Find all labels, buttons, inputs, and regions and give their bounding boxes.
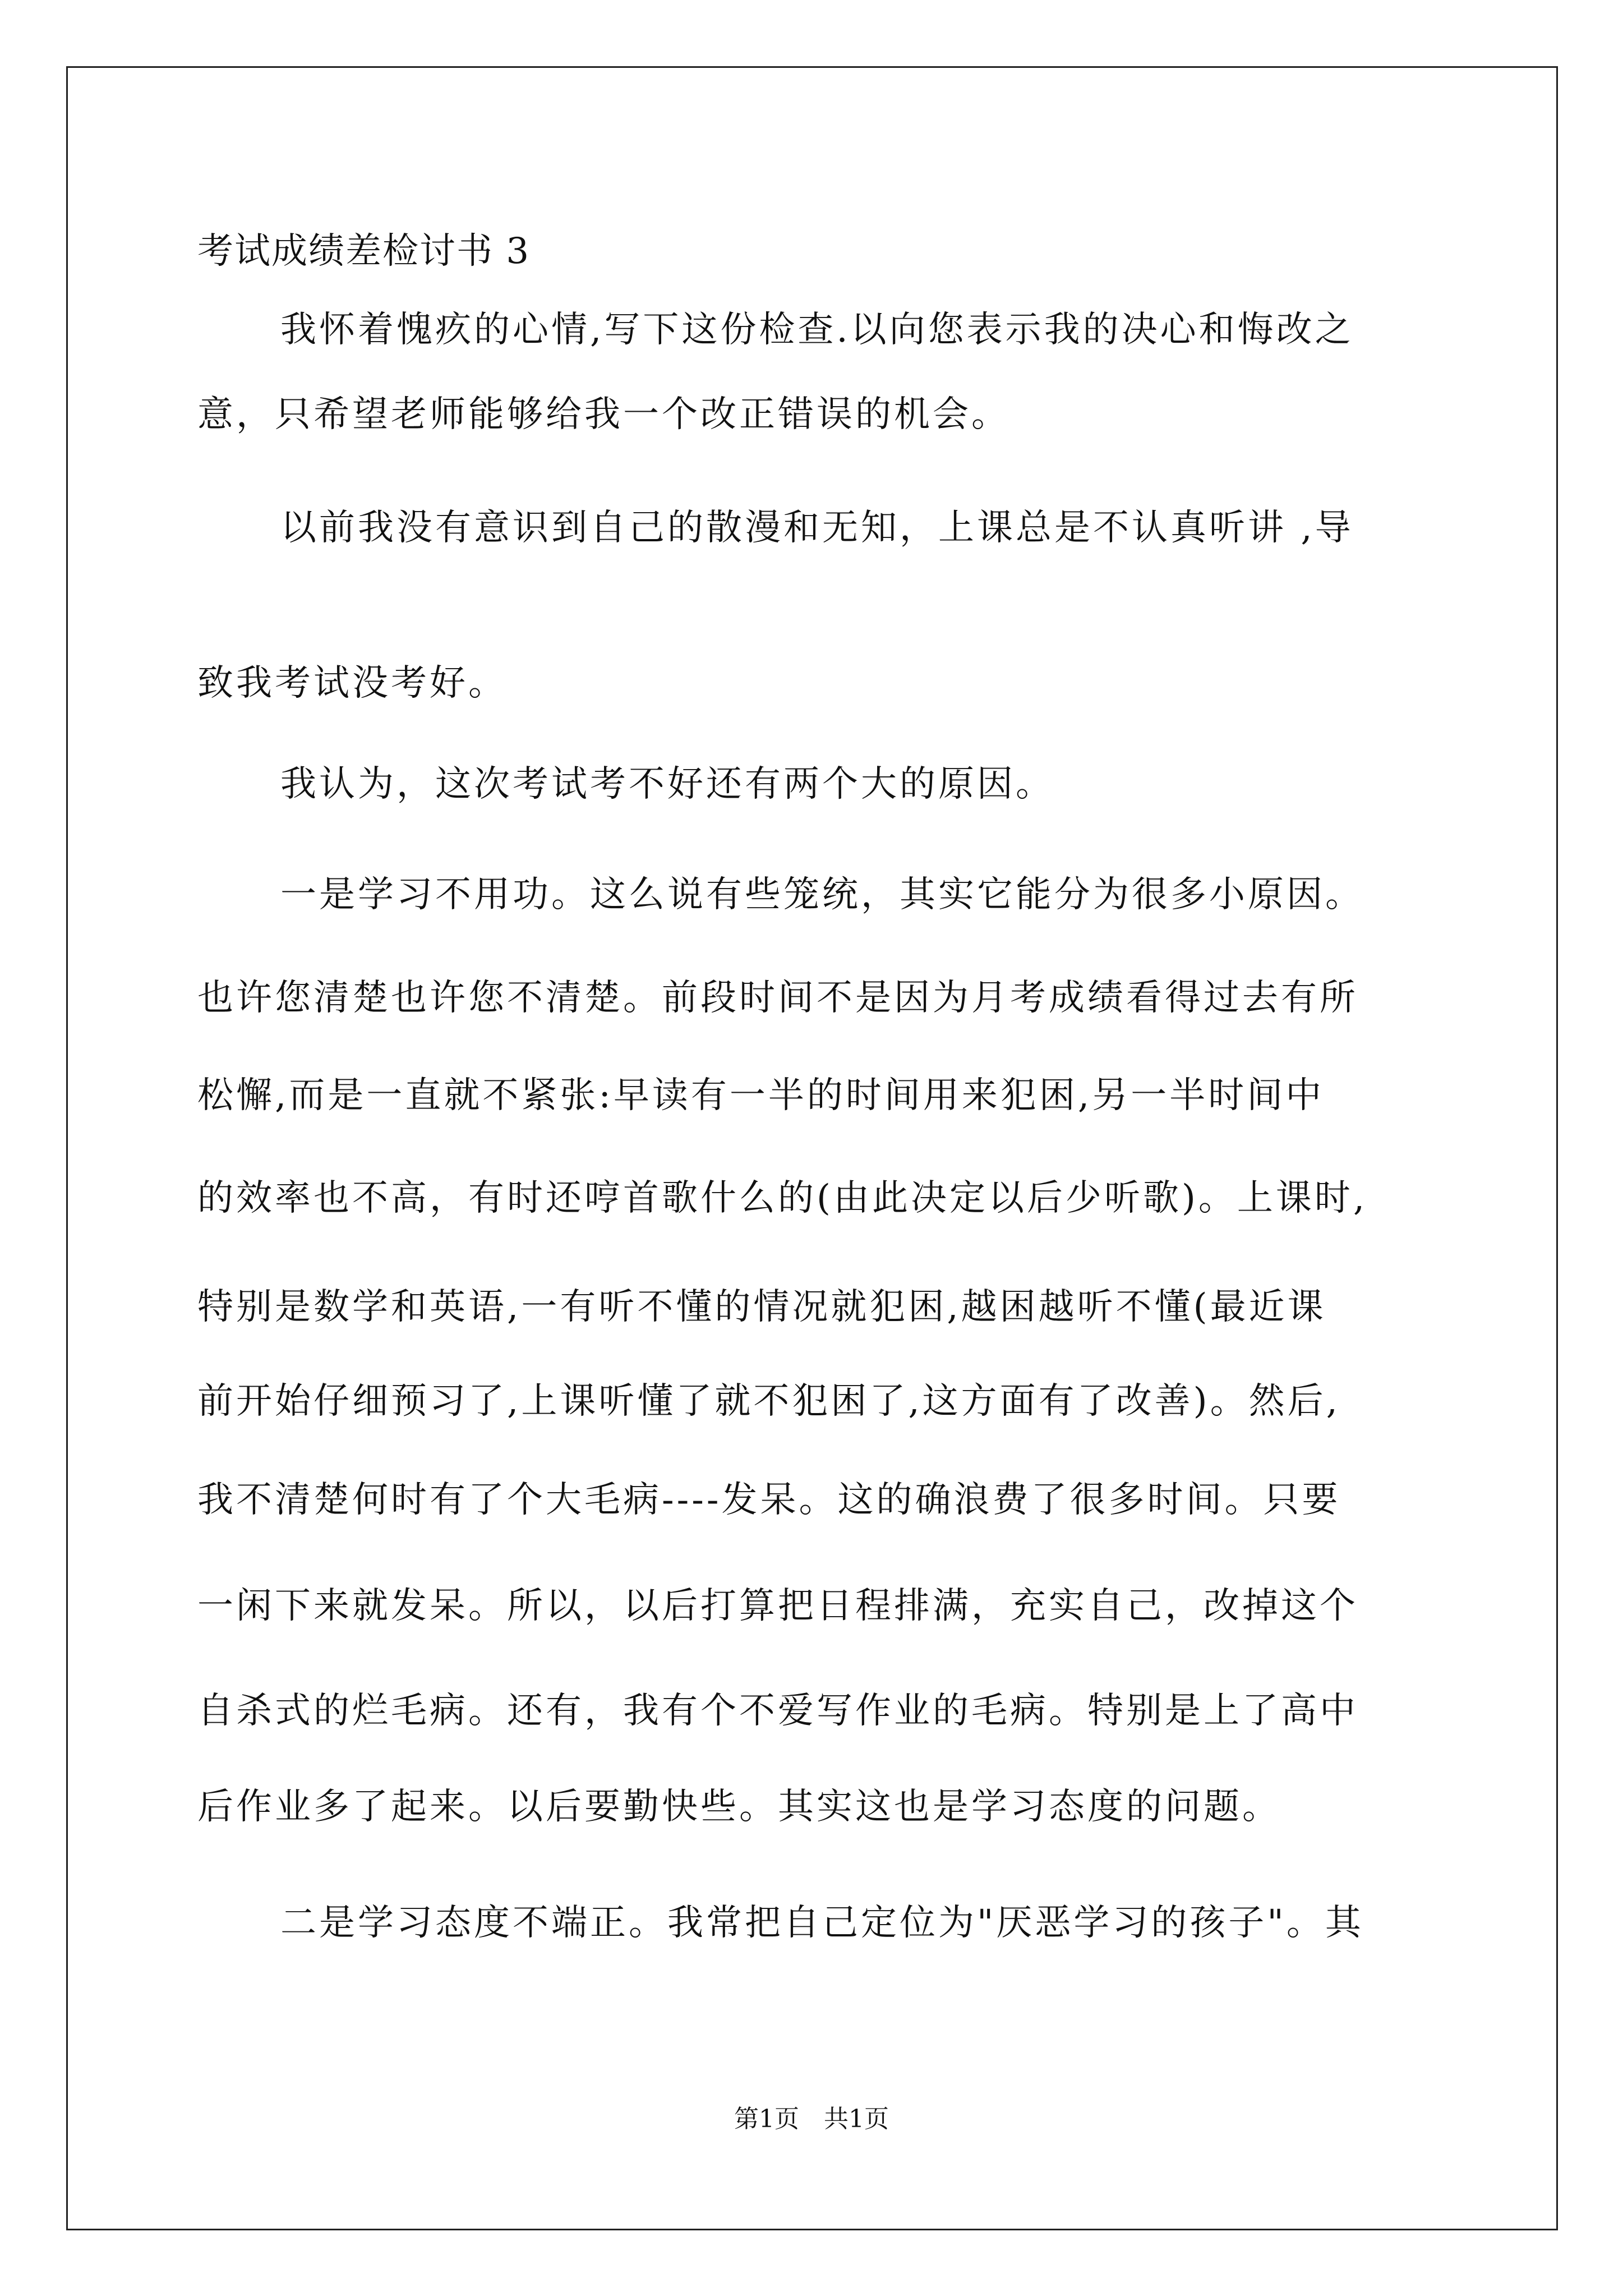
body-line: 我不清楚何时有了个大毛病----发呆。这的确浪费了很多时间。只要 (197, 1479, 1341, 1521)
body-line: 意，只希望老师能够给我一个改正错误的机会。 (197, 394, 1010, 435)
body-line: 以前我没有意识到自己的散漫和无知，上课总是不认真听讲 ,导 (280, 507, 1354, 549)
body-line: 二是学习态度不端正。我常把自己定位为"厌恶学习的孩子"。其 (280, 1902, 1364, 1944)
body-line: 的效率也不高，有时还哼首歌什么的(由此决定以后少听歌)。上课时, (197, 1177, 1368, 1219)
body-line: 前开始仔细预习了,上课听懂了就不犯困了,这方面有了改善)。然后, (197, 1381, 1340, 1422)
body-line: 一闲下来就发呆。所以，以后打算把日程排满，充实自己，改掉这个 (197, 1585, 1358, 1627)
document-title: 考试成绩差检讨书 3 (197, 231, 531, 272)
body-line: 也许您清楚也许您不清楚。前段时间不是因为月考成绩看得过去有所 (197, 977, 1358, 1019)
body-line: 我怀着愧疚的心情,写下这份检查.以向您表示我的决心和悔改之 (280, 309, 1354, 351)
body-line: 一是学习不用功。这么说有些笼统，其实它能分为很多小原因。 (280, 874, 1364, 915)
body-line: 特别是数学和英语,一有听不懂的情况就犯困,越困越听不懂(最近课 (197, 1286, 1326, 1328)
body-line: 致我考试没考好。 (197, 662, 507, 704)
page-footer: 第1页 共1页 (734, 2105, 889, 2133)
body-line: 我认为，这次考试考不好还有两个大的原因。 (280, 763, 1054, 805)
body-line: 后作业多了起来。以后要勤快些。其实这也是学习态度的问题。 (197, 1786, 1281, 1828)
body-line: 自杀式的烂毛病。还有，我有个不爱写作业的毛病。特别是上了高中 (197, 1690, 1358, 1732)
body-line: 松懈,而是一直就不紧张:早读有一半的时间用来犯困,另一半时间中 (197, 1075, 1325, 1116)
